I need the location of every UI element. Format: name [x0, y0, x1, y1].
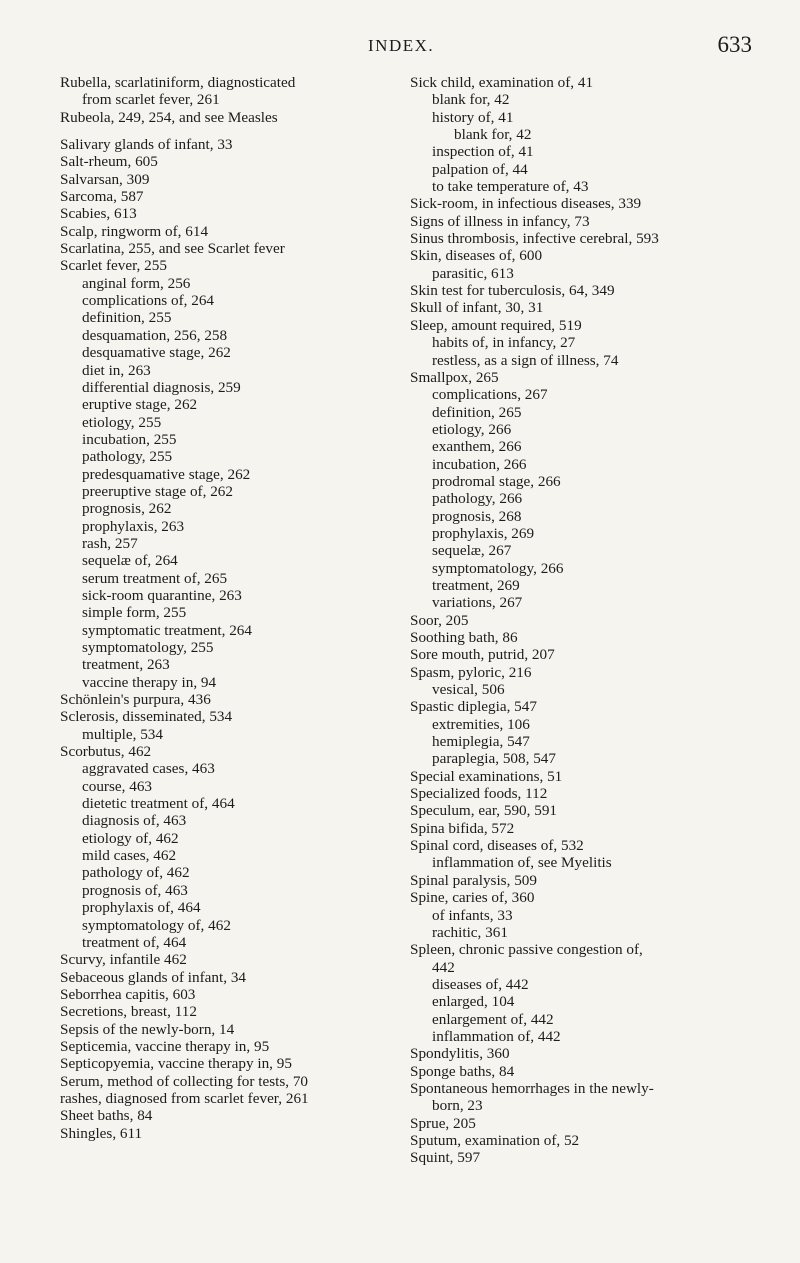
index-subentry: prognosis, 262: [82, 500, 172, 518]
index-subentry: prophylaxis of, 464: [82, 899, 201, 917]
index-entry: Salt-rheum, 605: [60, 153, 158, 171]
index-subentry: sequelæ, 267: [432, 542, 512, 560]
index-subentry: etiology, 255: [82, 413, 162, 431]
index-subentry: treatment, 269: [432, 576, 520, 594]
index-entry: Sputum, examination of, 52: [410, 1131, 580, 1149]
index-subentry: treatment, 263: [82, 656, 170, 674]
index-entry: Spasm, pyloric, 216: [410, 663, 532, 681]
index-subentry: mild cases, 462: [82, 847, 177, 865]
index-subentry: exanthem, 266: [432, 438, 522, 456]
index-subentry: incubation, 266: [432, 455, 527, 473]
index-subentry: treatment of, 464: [82, 933, 187, 951]
index-subentry: prognosis, 268: [432, 507, 522, 525]
index-entry: Spontaneous hemorrhages in the newly-: [410, 1079, 654, 1097]
index-entry: Scabies, 613: [60, 205, 137, 223]
index-entry: Salvarsan, 309: [60, 170, 150, 188]
index-subentry: inflammation of, 442: [432, 1027, 561, 1045]
index-entry: Rubeola, 249, 254, and see Measles: [60, 108, 278, 126]
index-subentry: etiology of, 462: [82, 829, 179, 847]
index-subentry: pathology of, 462: [82, 864, 190, 882]
index-entry: Salivary glands of infant, 33: [60, 136, 233, 154]
index-subentry: habits of, in infancy, 27: [432, 334, 576, 352]
index-subentry: sick-room quarantine, 263: [82, 586, 242, 604]
index-column-left: [60, 74, 395, 1142]
index-subentry: vesical, 506: [432, 681, 505, 699]
index-entry: Spleen, chronic passive congestion of,: [410, 941, 643, 959]
index-subentry: enlarged, 104: [432, 993, 515, 1011]
index-subentry: pathology, 255: [82, 448, 173, 466]
index-subentry: rashes, diagnosed from scarlet fever, 261: [60, 1089, 309, 1107]
index-subentry: complications of, 264: [82, 292, 215, 310]
index-subentry: symptomatic treatment, 264: [82, 621, 252, 639]
index-subentry: paraplegia, 508, 547: [432, 750, 556, 768]
index-entry: Sclerosis, disseminated, 534: [60, 708, 233, 726]
index-subentry: prodromal stage, 266: [432, 472, 561, 490]
index-entry: Secretions, breast, 112: [60, 1003, 197, 1021]
index-subentry: pathology, 266: [432, 490, 523, 508]
index-subentry: course, 463: [82, 777, 153, 795]
index-entry: Signs of illness in infancy, 73: [410, 212, 590, 230]
index-subentry: prophylaxis, 263: [82, 517, 185, 535]
index-subentry: diagnosis of, 463: [82, 812, 187, 830]
index-entry: Sleep, amount required, 519: [410, 316, 582, 334]
index-subentry: restless, as a sign of illness, 74: [432, 351, 619, 369]
index-subentry: extremities, 106: [432, 715, 530, 733]
index-subentry: 442: [432, 958, 455, 976]
index-subentry: symptomatology, 255: [82, 639, 214, 656]
index-entry: Sarcoma, 587: [60, 188, 144, 206]
index-entry: Sheet baths, 84: [60, 1107, 153, 1125]
running-title: INDEX.: [368, 36, 435, 55]
index-subentry: enlargement of, 442: [432, 1010, 554, 1028]
index-subentry: anginal form, 256: [82, 274, 191, 292]
index-subentry: multiple, 534: [82, 725, 163, 743]
index-subentry: diet in, 263: [82, 361, 151, 379]
index-entry: Sick-room, in infectious diseases, 339: [410, 195, 642, 213]
index-entry: Sepsis of the newly-born, 14: [60, 1020, 235, 1038]
index-entry: Rubella, scarlatiniform, diagnosticated: [60, 74, 296, 91]
index-entry: Skin, diseases of, 600: [410, 247, 543, 265]
index-subentry: vaccine therapy in, 94: [82, 673, 217, 691]
index-subentry: definition, 265: [432, 403, 522, 421]
index-subentry: hemiplegia, 547: [432, 733, 530, 751]
index-subentry: palpation of, 44: [432, 160, 528, 178]
index-subentry: preeruptive stage of, 262: [82, 482, 233, 500]
index-entry: Spondylitis, 360: [410, 1045, 510, 1063]
index-subentry: incubation, 255: [82, 430, 177, 448]
index-subentry: definition, 255: [82, 309, 172, 327]
index-entry: Sprue, 205: [410, 1114, 476, 1132]
index-entry: Spinal paralysis, 509: [410, 871, 537, 889]
index-subentry: inspection of, 41: [432, 143, 534, 161]
index-subentry: complications, 267: [432, 386, 548, 404]
index-subentry: etiology, 266: [432, 420, 512, 438]
index-subentry: aggravated cases, 463: [82, 760, 215, 778]
index-entry: Septicemia, vaccine therapy in, 95: [60, 1037, 270, 1055]
index-subentry: born, 23: [432, 1097, 483, 1115]
index-subentry: simple form, 255: [82, 604, 187, 622]
index-entry: Sebaceous glands of infant, 34: [60, 968, 247, 986]
index-subentry: from scarlet fever, 261: [82, 91, 220, 109]
index-subentry: eruptive stage, 262: [82, 396, 198, 414]
index-subentry: prophylaxis, 269: [432, 524, 535, 542]
index-subentry: dietetic treatment of, 464: [82, 795, 235, 813]
index-subentry: parasitic, 613: [432, 264, 514, 282]
index-entry: Scalp, ringworm of, 614: [60, 222, 209, 240]
index-subentry: to take temperature of, 43: [432, 178, 589, 196]
index-entry: Scarlatina, 255, and see Scarlet fever: [60, 240, 285, 258]
index-column-right: [410, 74, 765, 1167]
index-subentry: diseases of, 442: [432, 975, 529, 993]
index-entry: Seborrhea capitis, 603: [60, 985, 196, 1003]
index-subentry: differential diagnosis, 259: [82, 378, 241, 396]
index-entry: Skull of infant, 30, 31: [410, 299, 544, 317]
index-entry: Septicopyemia, vaccine therapy in, 95: [60, 1055, 292, 1073]
index-subentry: symptomatology, 266: [432, 559, 564, 577]
index-entry: Sick child, examination of, 41: [410, 74, 594, 91]
index-entry: Skin test for tuberculosis, 64, 349: [410, 282, 615, 300]
index-subentry: serum treatment of, 265: [82, 569, 228, 587]
index-entry: Smallpox, 265: [410, 368, 499, 386]
index-entry: Sinus thrombosis, infective cerebral, 593: [410, 230, 659, 248]
index-entry: Spinal cord, diseases of, 532: [410, 837, 584, 855]
index-subentry: history of, 41: [432, 108, 514, 126]
index-entry: Spine, caries of, 360: [410, 889, 535, 907]
index-entry: Serum, method of collecting for tests, 70: [60, 1072, 309, 1090]
index-subentry: predesquamative stage, 262: [82, 465, 251, 483]
index-entry: Scarlet fever, 255: [60, 257, 167, 275]
index-entry: Special examinations, 51: [410, 767, 563, 785]
index-entry: Scurvy, infantile 462: [60, 951, 187, 969]
index-entry: Spina bifida, 572: [410, 819, 515, 837]
page-header: [0, 32, 800, 62]
index-subentry: prognosis of, 463: [82, 881, 188, 899]
index-entry: Shingles, 611: [60, 1124, 143, 1142]
index-subentry: variations, 267: [432, 594, 523, 612]
index-entry: Scorbutus, 462: [60, 743, 152, 761]
index-subentry: rachitic, 361: [432, 923, 508, 941]
index-entry: Squint, 597: [410, 1149, 481, 1167]
index-subentry: symptomatology of, 462: [82, 916, 231, 934]
index-subentry: desquamation, 256, 258: [82, 326, 228, 344]
index-entry: Soothing bath, 86: [410, 629, 518, 646]
index-subentry: desquamative stage, 262: [82, 344, 231, 362]
index-entry: Sore mouth, putrid, 207: [410, 646, 555, 664]
index-entry: Specialized foods, 112: [410, 785, 548, 803]
page-number: 633: [717, 32, 752, 57]
index-entry: Spastic diplegia, 547: [410, 698, 537, 716]
index-subentry: blank for, 42: [454, 126, 532, 144]
index-subentry: inflammation of, see Myelitis: [432, 854, 612, 872]
index-entry: Soor, 205: [410, 611, 469, 629]
index-subentry: rash, 257: [82, 534, 138, 552]
index-subentry: of infants, 33: [432, 906, 513, 924]
index-subentry: sequelæ of, 264: [82, 552, 178, 570]
index-entry: Speculum, ear, 590, 591: [410, 802, 558, 820]
index-entry: Sponge baths, 84: [410, 1062, 515, 1080]
index-subentry: blank for, 42: [432, 91, 510, 109]
index-entry: Schönlein's purpura, 436: [60, 691, 211, 709]
